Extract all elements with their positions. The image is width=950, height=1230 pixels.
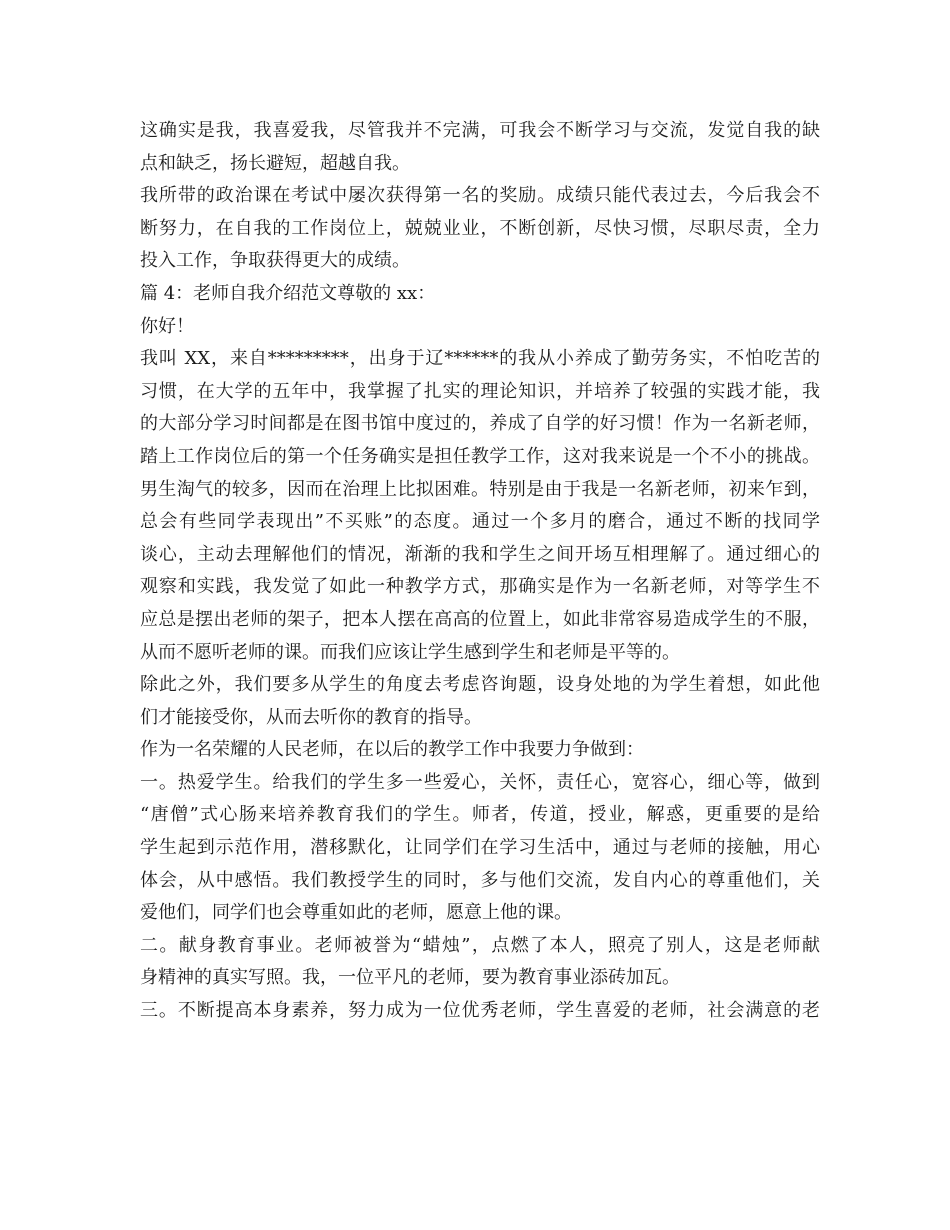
text-line: 身精神的真实写照。我，一位平凡的老师，要为教育事业添砖加瓦。 [140, 967, 680, 989]
text-line: 二。献身教育事业。老师被誉为“蜡烛”，点燃了本人，照亮了别人，这是老师献 [140, 934, 820, 956]
text-line: 我所带的政治课在考试中屡次获得第一名的奖励。成绩只能代表过去，今后我会不 [140, 185, 820, 207]
text-line: 踏上工作岗位后的第一个任务确实是担任教学工作，这对我来说是一个不小的挑战。 [140, 445, 820, 467]
text-line: 的大部分学习时间都是在图书馆中度过的，养成了自学的好习惯！作为一名新老师， [140, 413, 820, 435]
text-line: 这确实是我，我喜爱我，尽管我并不完满，可我会不断学习与交流，发觉自我的缺 [140, 120, 820, 141]
text-line: 除此之外，我们要多从学生的角度去考虑咨询题，设身处地的为学生着想，如此他 [140, 674, 820, 696]
text-line: 断努力，在自我的工作岗位上，兢兢业业，不断创新，尽快习惯，尽职尽责，全力 [140, 217, 820, 239]
greeting-line: 你好！ [140, 315, 194, 337]
text-line: 我叫 XX，来自*********，出身于辽******的我从小养成了勤劳务实，不怕吃苦的 [140, 348, 820, 370]
text-line: 观察和实践，我发觉了如此一种教学方式，那确实是作为一名新老师，对等学生不 [140, 576, 820, 598]
text-line: 一。热爱学生。给我们的学生多一些爱心，关怀，责任心，宽容心，细心等，做到 [140, 771, 820, 793]
section-heading: 篇 4：老师自我介绍范文尊敬的 xx： [140, 282, 436, 304]
text-line: 学生起到示范作用，潜移默化，让同学们在学习生活中，通过与老师的接触，用心 [140, 837, 820, 859]
text-line: 从而不愿听老师的课。而我们应该让学生感到学生和老师是平等的。 [140, 641, 680, 663]
text-line: 们才能接受你，从而去听你的教育的指导。 [140, 706, 482, 728]
text-line: 谈心，主动去理解他们的情况，渐渐的我和学生之间开场互相理解了。通过细心的 [140, 543, 820, 565]
text-line: 应总是摆出老师的架子，把本人摆在高高的位置上，如此非常容易造成学生的不服， [140, 608, 820, 630]
text-line: “唐僧”式心肠来培养教育我们的学生。师者，传道，授业，解惑，更重要的是给 [140, 804, 820, 826]
text-line: 习惯，在大学的五年中，我掌握了扎实的理论知识，并培养了较强的实践才能，我 [140, 380, 820, 402]
text-line: 作为一名荣耀的人民老师，在以后的教学工作中我要力争做到： [140, 739, 644, 761]
text-line: 总会有些同学表现出”不买账”的态度。通过一个多月的磨合，通过不断的找同学 [140, 511, 820, 533]
document-body [140, 115, 820, 1028]
text-line: 爱他们，同学们也会尊重如此的老师，愿意上他的课。 [140, 902, 572, 924]
text-line: 三。不断提高本身素养，努力成为一位优秀老师，学生喜爱的老师，社会满意的老 [140, 1000, 820, 1022]
text-line: 投入工作，争取获得更大的成绩。 [140, 250, 410, 272]
text-line: 男生淘气的较多，因而在治理上比拟困难。特别是由于我是一名新老师，初来乍到， [140, 478, 820, 500]
text-line: 点和缺乏，扬长避短，超越自我。 [140, 152, 410, 174]
text-line: 体会，从中感悟。我们教授学生的同时，多与他们交流，发自内心的尊重他们，关 [140, 869, 820, 891]
